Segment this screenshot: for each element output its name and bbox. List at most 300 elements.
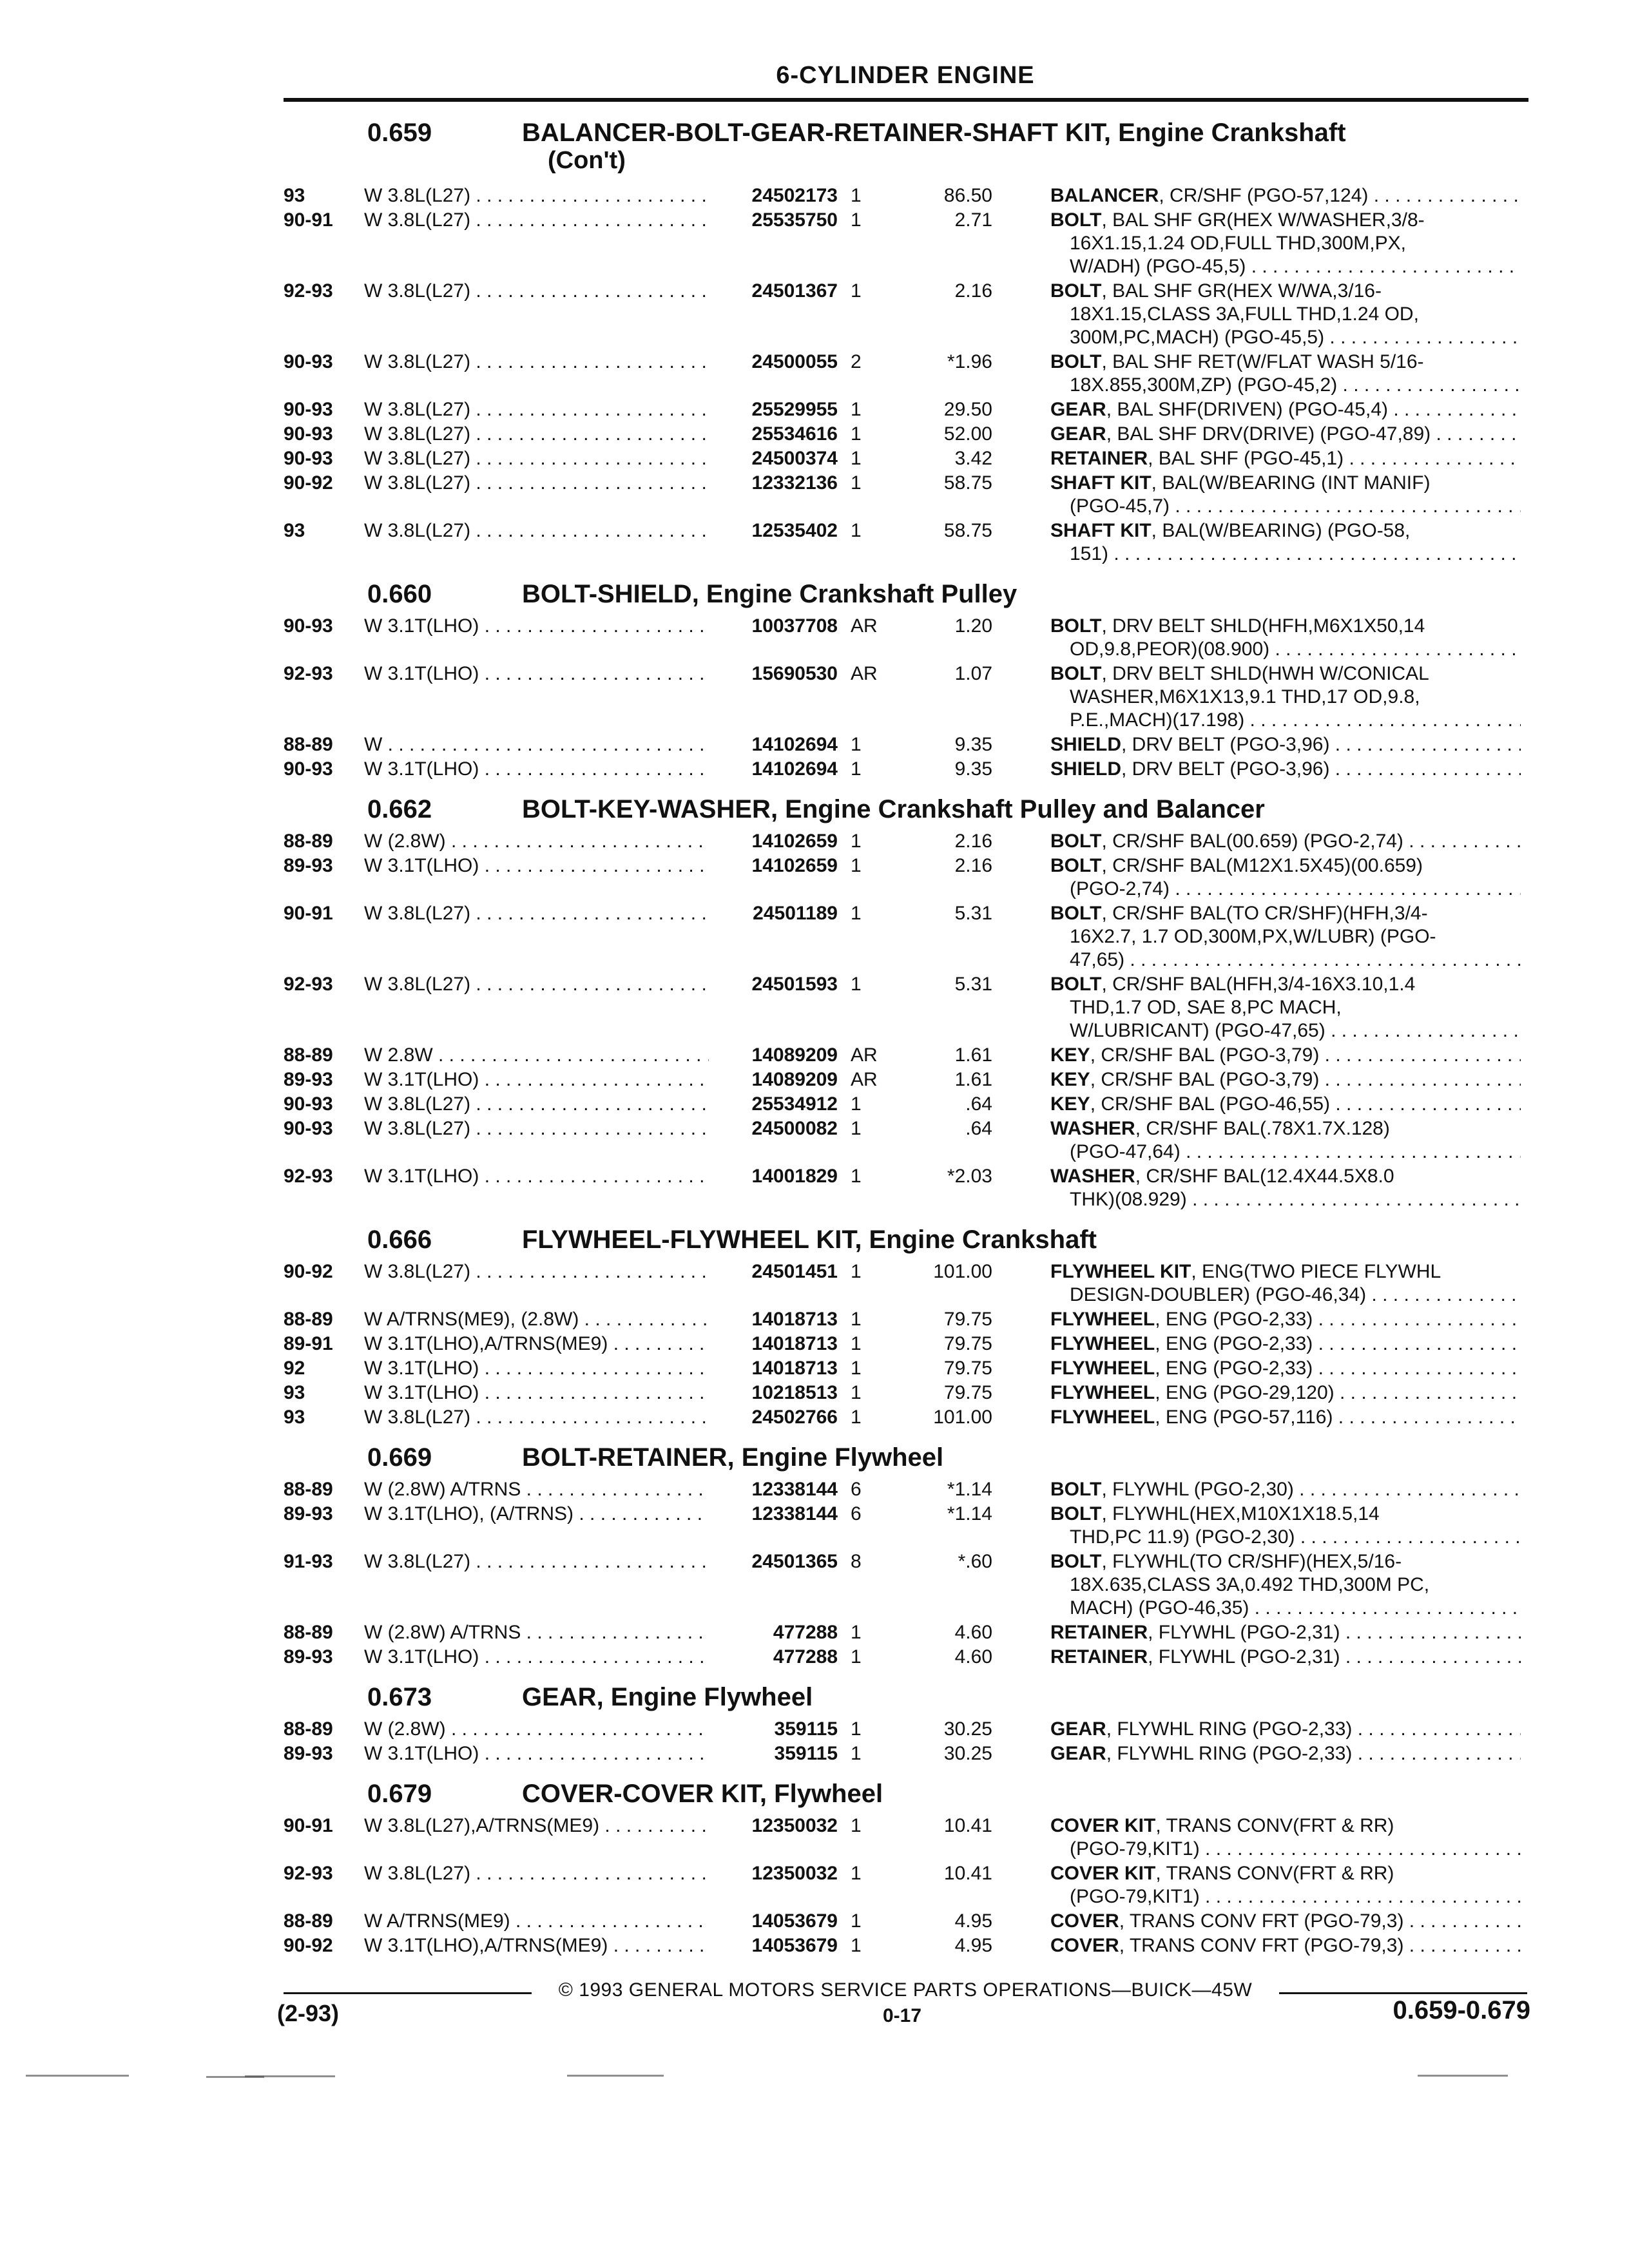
part-number: 14018713	[709, 1357, 843, 1380]
description-keyword: BOLT	[1050, 974, 1102, 995]
model-years: 88-89	[284, 1044, 333, 1066]
section-title-rest: KIT, Engine Crankshaft	[1057, 119, 1346, 147]
price: *2.03	[947, 1166, 992, 1187]
model-years: 88-89	[284, 1479, 333, 1500]
price: 86.50	[943, 185, 992, 206]
description-line	[1050, 398, 1521, 421]
description-line: 18X1.15,CLASS 3A,FULL THD,1.24 OD,	[1070, 303, 1419, 325]
description-text: , CR/SHF BAL(HFH,3/4-16X3.10,1.4	[1101, 974, 1416, 995]
description-line	[1050, 1550, 1521, 1573]
scan-artifact	[1418, 2075, 1508, 2077]
model-years: 90-93	[284, 1093, 333, 1115]
price: 2.71	[954, 209, 992, 231]
price: 4.60	[954, 1622, 992, 1643]
description-line	[1050, 1503, 1521, 1526]
list-item	[284, 1934, 1530, 1959]
price: 5.31	[954, 974, 992, 995]
description-keyword: SHIELD	[1050, 734, 1122, 755]
description	[1050, 423, 1521, 446]
application: W 2.8W . . .	[364, 1044, 709, 1067]
quantity: 8	[851, 1551, 862, 1572]
description-line: 18X.855,300M,ZP) (PGO-45,2) . . .	[1050, 374, 1521, 397]
description-keyword: BOLT	[1050, 280, 1102, 302]
description	[1050, 1934, 1521, 1957]
section-header	[284, 1776, 1530, 1814]
application: W 3.8L(L27) . . .	[364, 1117, 709, 1140]
description-text: , DRV BELT (PGO-3,96)	[1121, 734, 1330, 755]
quantity: 1	[851, 974, 862, 995]
application: W 3.1T(LHO), (A/TRNS) . . .	[364, 1503, 709, 1526]
description-line	[1050, 1308, 1521, 1331]
quantity: 1	[851, 1815, 862, 1836]
part-number: 25529955	[709, 398, 843, 421]
price: 2.16	[954, 831, 992, 852]
list-item	[284, 1308, 1530, 1332]
model-years: 90-92	[284, 1935, 333, 1956]
description-keyword: BOLT	[1050, 1479, 1102, 1500]
description-text: , CR/SHF BAL (PGO-3,79)	[1090, 1044, 1320, 1066]
description-keyword: COVER KIT	[1050, 1815, 1156, 1836]
list-item	[284, 209, 1530, 280]
description-line	[1050, 1910, 1521, 1933]
description-keyword: FLYWHEEL	[1050, 1407, 1155, 1428]
description-text: , FLYWHL(HEX,M10X1X18.5,14	[1101, 1503, 1380, 1524]
list-item	[284, 902, 1530, 973]
footer-section-range: 0.659-0.679	[1393, 1996, 1530, 2024]
application: W (2.8W) . . .	[364, 830, 709, 853]
description	[1050, 615, 1521, 661]
application: W 3.8L(L27) . . .	[364, 1406, 709, 1429]
application: W 3.8L(L27) . . .	[364, 1093, 709, 1116]
part-number: 24501365	[709, 1550, 843, 1573]
description-line	[1050, 758, 1521, 781]
quantity: 1	[851, 903, 862, 924]
model-years: 90-92	[284, 472, 333, 494]
description-line: W/LUBRICANT) (PGO-47,65) . . .	[1050, 1019, 1521, 1043]
description-text: , FLYWHL (PGO-2,31)	[1148, 1622, 1340, 1643]
application: W 3.1T(LHO) . . .	[364, 1165, 709, 1188]
description-text: , CR/SHF BAL (PGO-46,55)	[1090, 1093, 1331, 1115]
part-number: 24500374	[709, 447, 843, 470]
description	[1050, 758, 1521, 781]
price: 10.41	[943, 1815, 992, 1836]
section-title	[522, 1225, 1097, 1254]
application: W 3.1T(LHO),A/TRNS(ME9) . . .	[364, 1934, 709, 1957]
description-text: , DRV BELT SHLD(HFH,M6X1X50,14	[1101, 615, 1425, 637]
section-header	[284, 115, 1530, 184]
section-title-main: GEAR	[522, 1683, 597, 1711]
description	[1050, 1260, 1521, 1307]
part-number: 12332136	[709, 472, 843, 495]
description-line	[1050, 973, 1521, 996]
quantity: 1	[851, 1863, 862, 1884]
model-years: 93	[284, 1382, 305, 1403]
list-item	[284, 830, 1530, 854]
footer-page-number: 0-17	[882, 2005, 922, 2026]
model-years: 92-93	[284, 1166, 333, 1187]
description-line	[1050, 902, 1521, 925]
model-years: 90-93	[284, 423, 333, 445]
price: 2.16	[954, 280, 992, 302]
price: 1.61	[954, 1069, 992, 1090]
price: 79.75	[943, 1309, 992, 1330]
description-keyword: FLYWHEEL	[1050, 1358, 1155, 1379]
quantity: 1	[851, 1646, 862, 1667]
description-line	[1050, 830, 1521, 853]
footer-rule-right	[1279, 1992, 1527, 1994]
description-text: , CR/SHF BAL(12.4X44.5X8.0	[1135, 1166, 1394, 1187]
description	[1050, 1550, 1521, 1620]
part-number: 12338144	[709, 1478, 843, 1501]
description-line	[1050, 1044, 1521, 1067]
part-number: 477288	[709, 1646, 843, 1669]
list-item	[284, 351, 1530, 398]
description	[1050, 1862, 1521, 1908]
section-title-rest: , Engine Crankshaft Pulley	[691, 580, 1017, 608]
part-number: 14053679	[709, 1910, 843, 1933]
description-line	[1050, 733, 1521, 756]
description-line: (PGO-47,64) . . .	[1050, 1140, 1521, 1164]
header-rule	[284, 98, 1528, 102]
description-keyword: BOLT	[1050, 1503, 1102, 1524]
description-line	[1050, 854, 1521, 878]
description-text: , BAL SHF (PGO-45,1)	[1148, 448, 1344, 469]
section-title-rest: KIT, Flywheel	[713, 1780, 883, 1808]
model-years: 92-93	[284, 1863, 333, 1884]
description-keyword: FLYWHEEL	[1050, 1309, 1155, 1330]
part-number: 14018713	[709, 1308, 843, 1331]
section-title	[522, 1780, 883, 1808]
description-line	[1050, 1814, 1521, 1838]
description-line: 18X.635,CLASS 3A,0.492 THD,300M PC,	[1070, 1574, 1430, 1595]
quantity: 1	[851, 1622, 862, 1643]
quantity: 1	[851, 448, 862, 469]
quantity: 1	[851, 280, 862, 302]
description-text: , TRANS CONV(FRT & RR)	[1155, 1863, 1394, 1884]
description-text: , DRV BELT SHLD(HWH W/CONICAL	[1101, 663, 1429, 684]
section-title-main: FLYWHEEL-FLYWHEEL	[522, 1225, 809, 1254]
application: W . . .	[364, 733, 709, 756]
model-years: 90-91	[284, 1815, 333, 1836]
description-text: , TRANS CONV FRT (PGO-79,3)	[1119, 1935, 1404, 1956]
description	[1050, 1814, 1521, 1861]
description-line	[1050, 351, 1521, 374]
description	[1050, 209, 1521, 278]
quantity: 6	[851, 1503, 862, 1524]
part-number: 359115	[709, 1718, 843, 1741]
description-keyword: COVER	[1050, 1935, 1119, 1956]
section-code: 0.679	[367, 1780, 432, 1808]
description-line	[1050, 1068, 1521, 1091]
description-line: DESIGN-DOUBLER) (PGO-46,34) . . .	[1050, 1283, 1521, 1307]
list-item	[284, 1357, 1530, 1381]
application: W 3.1T(LHO) . . .	[364, 1646, 709, 1669]
application: W 3.8L(L27) . . .	[364, 1862, 709, 1885]
application: W 3.8L(L27) . . .	[364, 351, 709, 374]
description-keyword: WASHER	[1050, 1118, 1135, 1139]
part-number: 14089209	[709, 1068, 843, 1091]
model-years: 90-93	[284, 448, 333, 469]
description-text: , BAL SHF GR(HEX W/WASHER,3/8-	[1101, 209, 1425, 231]
part-number: 24500055	[709, 351, 843, 374]
description	[1050, 280, 1521, 349]
description-line	[1050, 1718, 1521, 1741]
list-item	[284, 1742, 1530, 1767]
price: 52.00	[943, 423, 992, 445]
description-text: , CR/SHF BAL (PGO-3,79)	[1090, 1069, 1320, 1090]
description	[1050, 1117, 1521, 1164]
quantity: AR	[851, 1044, 878, 1066]
description-keyword: FLYWHEEL	[1050, 1333, 1155, 1354]
list-item	[284, 184, 1530, 209]
description	[1050, 662, 1521, 732]
description-text: , ENG (PGO-57,116)	[1155, 1407, 1333, 1428]
description-line	[1050, 1165, 1521, 1188]
section-title-main: COVER-COVER	[522, 1780, 714, 1808]
price: 4.95	[954, 1935, 992, 1956]
description-line	[1050, 280, 1521, 303]
description	[1050, 733, 1521, 756]
description	[1050, 1646, 1521, 1669]
price: .64	[965, 1118, 992, 1139]
price: 30.25	[943, 1743, 992, 1764]
application: W 3.1T(LHO) . . .	[364, 758, 709, 781]
description-keyword: BOLT	[1050, 903, 1102, 924]
model-years: 92-93	[284, 974, 333, 995]
price: 2.16	[954, 855, 992, 876]
description-keyword: SHIELD	[1050, 758, 1122, 780]
description-text: , BAL SHF(DRIVEN) (PGO-45,4)	[1106, 399, 1388, 420]
description-keyword: GEAR	[1050, 1743, 1106, 1764]
model-years: 91-93	[284, 1551, 333, 1572]
list-item	[284, 1550, 1530, 1621]
part-number: 14102659	[709, 830, 843, 853]
section-title-rest: , Engine Flywheel	[727, 1443, 944, 1472]
model-years: 89-93	[284, 1743, 333, 1764]
section-title	[522, 1443, 943, 1472]
description-text: , BAL SHF RET(W/FLAT WASH 5/16-	[1101, 351, 1424, 372]
price: 9.35	[954, 758, 992, 780]
description-text: , CR/SHF (PGO-57,124)	[1159, 185, 1369, 206]
description-text: , BAL(W/BEARING) (PGO-58,	[1151, 520, 1411, 541]
model-years: 90-93	[284, 1118, 333, 1139]
description-line: MACH) (PGO-46,35) . . .	[1050, 1597, 1521, 1620]
description-text: , FLYWHL (PGO-2,30)	[1101, 1479, 1294, 1500]
description-line: 16X2.7, 1.7 OD,300M,PX,W/LUBR) (PGO-	[1070, 926, 1436, 947]
application: W 3.1T(LHO) . . .	[364, 1357, 709, 1380]
description-line: P.E.,MACH)(17.198) . . .	[1050, 709, 1521, 732]
part-number: 24501367	[709, 280, 843, 303]
list-item	[284, 1406, 1530, 1430]
part-number: 10218513	[709, 1381, 843, 1405]
description	[1050, 1357, 1521, 1380]
price: 1.61	[954, 1044, 992, 1066]
description-text: , FLYWHL(TO CR/SHF)(HEX,5/16-	[1101, 1551, 1402, 1572]
quantity: 1	[851, 1261, 862, 1282]
section-code: 0.662	[367, 795, 432, 823]
description-line: 151) . . .	[1050, 543, 1521, 566]
description	[1050, 1332, 1521, 1356]
description-text: , CR/SHF BAL(M12X1.5X45)(00.659)	[1101, 855, 1423, 876]
description	[1050, 1044, 1521, 1067]
description	[1050, 1503, 1521, 1549]
section-code: 0.659	[367, 119, 432, 147]
description-text: , ENG(TWO PIECE FLYWHL	[1191, 1261, 1441, 1282]
list-item	[284, 447, 1530, 472]
price: 79.75	[943, 1333, 992, 1354]
quantity: 6	[851, 1479, 862, 1500]
description	[1050, 1910, 1521, 1933]
part-number: 12350032	[709, 1814, 843, 1838]
list-item	[284, 662, 1530, 733]
application: W 3.8L(L27) . . .	[364, 423, 709, 446]
list-item	[284, 1381, 1530, 1406]
description-keyword: BOLT	[1050, 831, 1102, 852]
description-keyword: KEY	[1050, 1044, 1090, 1066]
application: W 3.8L(L27) . . .	[364, 280, 709, 303]
price: *1.14	[947, 1503, 992, 1524]
price: *1.14	[947, 1479, 992, 1500]
section-title	[522, 119, 1346, 147]
description	[1050, 472, 1521, 518]
quantity: 1	[851, 734, 862, 755]
description	[1050, 1308, 1521, 1331]
description-keyword: WASHER	[1050, 1166, 1135, 1187]
model-years: 92-93	[284, 280, 333, 302]
quantity: AR	[851, 615, 878, 637]
application: W 3.8L(L27) . . .	[364, 398, 709, 421]
part-number: 359115	[709, 1742, 843, 1765]
list-item	[284, 1862, 1530, 1910]
quantity: 2	[851, 351, 862, 372]
description-line: 300M,PC,MACH) (PGO-45,5) . . .	[1050, 326, 1521, 349]
quantity: 1	[851, 1743, 862, 1764]
application: W 3.1T(LHO) . . .	[364, 1381, 709, 1405]
description-keyword: GEAR	[1050, 399, 1106, 420]
description-keyword: BALANCER	[1050, 185, 1159, 206]
model-years: 89-91	[284, 1333, 333, 1354]
model-years: 93	[284, 185, 305, 206]
part-number: 14018713	[709, 1332, 843, 1356]
model-years: 88-89	[284, 831, 333, 852]
description-keyword: RETAINER	[1050, 448, 1148, 469]
description-line	[1050, 662, 1521, 686]
list-item	[284, 733, 1530, 758]
section-header	[284, 1679, 1530, 1718]
price: 5.31	[954, 903, 992, 924]
quantity: 1	[851, 423, 862, 445]
description	[1050, 973, 1521, 1043]
part-number: 12350032	[709, 1862, 843, 1885]
scan-artifact	[245, 2075, 335, 2077]
description-text: , FLYWHL RING (PGO-2,33)	[1106, 1743, 1353, 1764]
description-line	[1050, 615, 1521, 638]
description-keyword: BOLT	[1050, 351, 1102, 372]
application: W 3.8L(L27) . . .	[364, 447, 709, 470]
model-years: 90-93	[284, 351, 333, 372]
quantity: 1	[851, 1093, 862, 1115]
model-years: 88-89	[284, 734, 333, 755]
quantity: 1	[851, 209, 862, 231]
model-years: 88-89	[284, 1910, 333, 1932]
description-keyword: KEY	[1050, 1093, 1090, 1115]
part-number: 25535750	[709, 209, 843, 232]
section-title-main: BOLT-SHIELD	[522, 580, 692, 608]
footer-rule-left	[284, 1992, 532, 1994]
application: W 3.8L(L27) . . .	[364, 209, 709, 232]
price: 79.75	[943, 1382, 992, 1403]
description	[1050, 1381, 1521, 1405]
quantity: AR	[851, 1069, 878, 1090]
quantity: 1	[851, 1382, 862, 1403]
description-line	[1050, 1093, 1521, 1116]
list-item	[284, 1478, 1530, 1503]
application: W A/TRNS(ME9) . . .	[364, 1910, 709, 1933]
section-title	[522, 1683, 813, 1711]
description-line: (PGO-2,74) . . .	[1050, 878, 1521, 901]
description-text: , DRV BELT (PGO-3,96)	[1121, 758, 1330, 780]
description-line: 47,65) . . .	[1050, 948, 1521, 972]
description-text: , CR/SHF BAL(TO CR/SHF)(HFH,3/4-	[1101, 903, 1428, 924]
list-item	[284, 1093, 1530, 1117]
description-line: (PGO-45,7) . . .	[1050, 495, 1521, 518]
description-keyword: KEY	[1050, 1069, 1090, 1090]
description-text: , ENG (PGO-2,33)	[1155, 1309, 1313, 1330]
description-line	[1050, 447, 1521, 470]
section-title-main: BOLT-RETAINER	[522, 1443, 728, 1472]
description	[1050, 830, 1521, 853]
section-header	[284, 576, 1530, 615]
model-years: 89-93	[284, 1069, 333, 1090]
description-line	[1050, 423, 1521, 446]
footer-date-code: (2-93)	[277, 2000, 340, 2026]
description-keyword: BOLT	[1050, 615, 1102, 637]
description-line: WASHER,M6X1X13,9.1 THD,17 OD,9.8,	[1070, 686, 1420, 707]
list-item	[284, 1332, 1530, 1357]
list-item	[284, 1718, 1530, 1742]
list-item	[284, 1646, 1530, 1670]
scan-artifact	[567, 2075, 664, 2077]
description	[1050, 519, 1521, 566]
description-text: , TRANS CONV FRT (PGO-79,3)	[1119, 1910, 1404, 1932]
description-line	[1050, 1406, 1521, 1429]
description	[1050, 1406, 1521, 1429]
model-years: 90-93	[284, 615, 333, 637]
description-text: , ENG (PGO-2,33)	[1155, 1333, 1313, 1354]
description-line: (PGO-79,KIT1) . . .	[1050, 1885, 1521, 1908]
price: 1.07	[954, 663, 992, 684]
part-number: 477288	[709, 1621, 843, 1644]
description-text: , CR/SHF BAL(00.659) (PGO-2,74)	[1101, 831, 1403, 852]
model-years: 90-91	[284, 903, 333, 924]
price: 101.00	[933, 1261, 992, 1282]
description-text: , ENG (PGO-29,120)	[1155, 1382, 1335, 1403]
section-code: 0.660	[367, 580, 432, 608]
quantity: 1	[851, 1309, 862, 1330]
description-line: OD,9.8,PEOR)(08.900) . . .	[1050, 638, 1521, 661]
part-number: 24501451	[709, 1260, 843, 1283]
quantity: 1	[851, 1333, 862, 1354]
description-keyword: BOLT	[1050, 1551, 1102, 1572]
model-years: 90-93	[284, 399, 333, 420]
quantity: 1	[851, 1910, 862, 1932]
description-keyword: RETAINER	[1050, 1646, 1148, 1667]
description-line	[1050, 472, 1521, 495]
parts-listing	[284, 115, 1530, 1959]
model-years: 90-93	[284, 758, 333, 780]
application: W 3.1T(LHO) . . .	[364, 662, 709, 686]
application: W 3.8L(L27) . . .	[364, 1260, 709, 1283]
